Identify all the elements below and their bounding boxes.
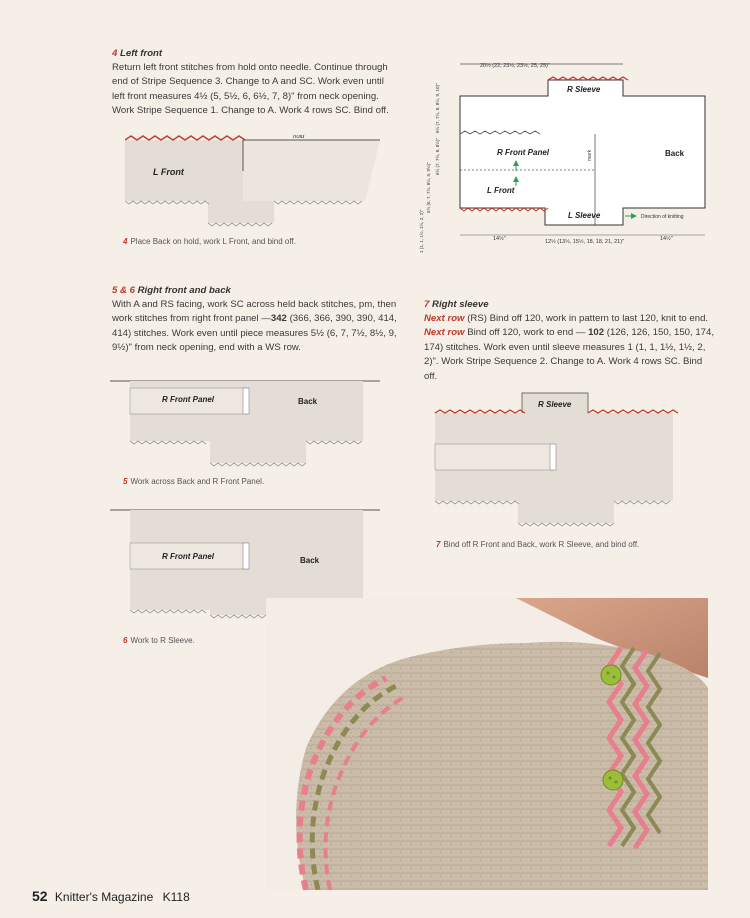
left-dim-2: 6½ (7, 7½, 8, 8½)" [435, 137, 440, 175]
bottom-dim-right: 14½" [660, 236, 673, 242]
section-number: 5 & 6 [112, 285, 135, 296]
back-label: Back [298, 397, 318, 406]
section-number: 7 [424, 299, 430, 310]
section-7-text: Next row (RS) Bind off 120, work in pattern to last 120, knit to end. Next row Bind off 120, work to end — 102 (126, 126, 150, 150, 174, 174) stitches. Work even until sleeve measures 1 (1, 1, 1½, 1½, 2, 2)". Work Stripe Sequence 2. Change to A. Work 4 rows SC. Bind off. [424, 313, 714, 382]
section-4-heading [112, 47, 162, 61]
section-56-text: With A and RS facing, work SC across held back stitches, pm, then work stitches from right front panel —342 (366, 366, 390, 390, 414, 414) stitches. Work even until piece measures 5½ (6, 7, 7½, 8½, 9, 9½)" from neck opening, end with a WS row. [112, 299, 397, 354]
section-title: Right sleeve [432, 299, 489, 310]
section-title: Left front [120, 48, 163, 59]
l-front-label: L Front [487, 186, 515, 195]
hold-label: hold [293, 135, 305, 140]
left-dim-3: 5½ (6, 7, 7½, 8½, 9, 9½)" [426, 162, 431, 213]
bottom-dim-mid: 12½ (13½, 15½, 18, 18, 21, 21)" [545, 239, 625, 245]
issue-code: K118 [162, 890, 190, 904]
section-number: 4 [112, 48, 118, 59]
r-front-panel-label: R Front Panel [162, 395, 215, 404]
mark-label: mark [587, 149, 593, 161]
back-label: Back [300, 556, 320, 565]
left-dim-1: 6½ (7, 7½, 8, 8½, 9, 10)" [435, 83, 440, 133]
r-front-panel-label: R Front Panel [497, 148, 550, 157]
section-title: Right front and back [137, 285, 231, 296]
button-icon [603, 770, 623, 790]
figure-7-r-sleeve [430, 388, 690, 533]
figure-5-back-rfront [110, 376, 380, 471]
direction-label: Direction of knitting [641, 214, 684, 220]
back-label: Back [665, 149, 685, 158]
bottom-dim-left: 14½" [493, 236, 506, 242]
figure-7-caption: 7 Bind off R Front and Back, work R Sleeve, and bind off. [436, 540, 640, 549]
cardigan-photo [266, 598, 708, 890]
left-dim-4: 1 (1, 1, 1½, 1½, 2, 2)" [419, 209, 424, 253]
l-sleeve-label: L Sleeve [568, 211, 601, 220]
section-7-heading [424, 298, 489, 312]
button-icon [601, 665, 621, 685]
figure-5-caption: 5 Work across Back and R Front Panel. [123, 477, 265, 486]
r-sleeve-label: R Sleeve [538, 400, 572, 409]
section-4-text: Return left front stitches from hold onto needle. Continue through end of Stripe Sequence 3. Change to A and SC. Work even until left front measures 4½ (5, 5½, 6, 6½, 7, 8)" from neck opening. Work Stripe Sequence 1. Change to A. Work 4 rows SC. Bind off. [112, 62, 389, 117]
magazine-name: Knitter's Magazine [54, 890, 154, 904]
figure-4-left-front [125, 135, 380, 227]
r-sleeve-label: R Sleeve [567, 85, 601, 94]
l-front-label: L Front [153, 167, 184, 177]
section-56-heading [112, 284, 231, 298]
top-dimension: 20½ (22, 23½, 23½, 25, 25)" [480, 63, 550, 69]
figure-6-caption: 6 Work to R Sleeve. [123, 636, 195, 645]
figure-4-caption: 4 Place Back on hold, work L Front, and bind off. [123, 237, 296, 246]
page-footer [32, 888, 190, 904]
r-front-panel-label: R Front Panel [162, 552, 215, 561]
schematic-diagram [415, 55, 715, 255]
page-number: 52 [32, 888, 48, 904]
